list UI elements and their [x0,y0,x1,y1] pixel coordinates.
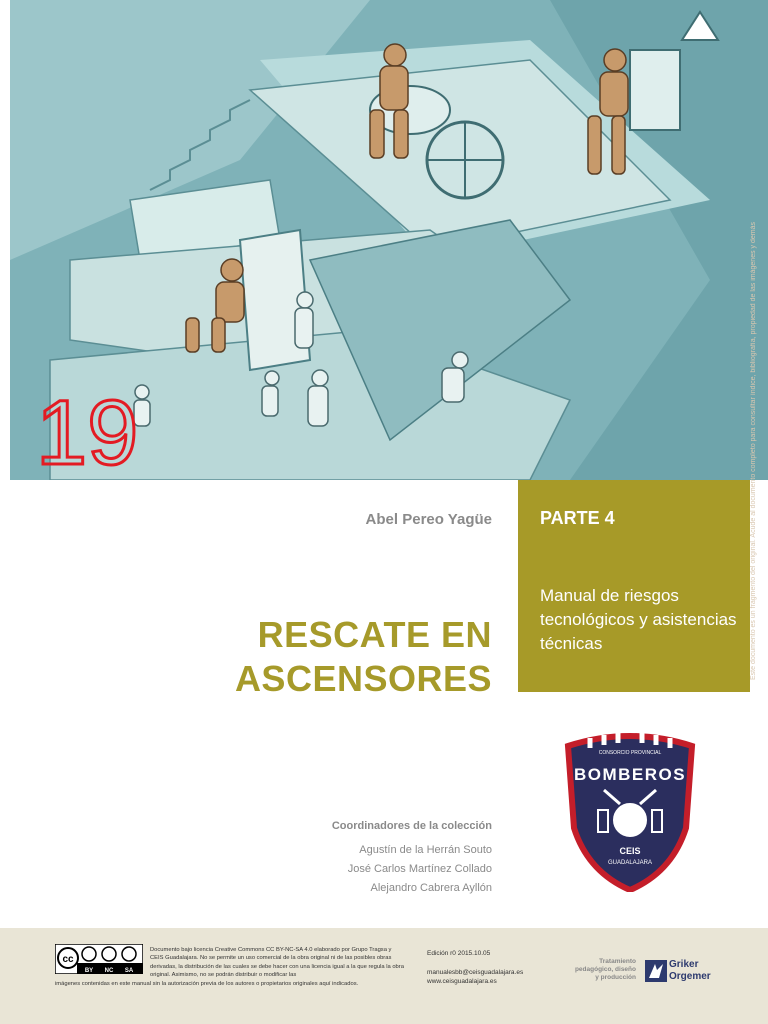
cover-illustration [10,0,768,480]
by-icon [82,947,96,961]
by-label: BY [84,968,94,974]
logo-sub2: GUADALAJARA [607,860,653,866]
publisher-line-2: Orgemer [669,971,711,982]
email-link[interactable]: manualesbb@ceisguadalajara.es [427,969,524,976]
creative-commons-badge[interactable] [55,944,143,974]
logo-name: BOMBEROS [573,765,687,784]
coordinators-block [332,820,492,898]
production-credit: Tratamiento pedagógico, diseño y producción [574,958,636,981]
publisher-line-1: Griker [669,959,699,970]
document-title [172,613,492,701]
title-line-2: ASCENSORES [234,658,492,699]
parte-description: Manual de riesgos tecnológicos y asistencias técnicas [540,586,737,653]
cc-label: cc [62,954,74,965]
author-name: Abel Pereo Yagüe [365,511,492,528]
website-link[interactable]: www.ceisguadalajara.es [427,978,497,985]
edition-info: Edición r0 2015.10.05 [427,950,491,957]
nc-label: NC [104,968,114,974]
nc-icon [102,947,116,961]
parte-label: PARTE 4 [540,508,615,528]
publisher-name [669,959,711,983]
logo-sub1: CEIS [619,846,641,856]
bomberos-logo [560,732,700,892]
license-text: Documento bajo licencia Creative Commons CC BY-NC-SA 4.0 elaborado por Grupo Tragsa y CEIS Guadalajara. No se permite un uso comercial de la obra original ni de las posibles obras derivadas, la distribución de las cuales se debe hacer con una licencia igual a la que regula la obra original. Asimismo, no se podrán distribuir o modificar las [150,947,404,978]
logo-top-text: CONSORCIO PROVINCIAL [598,750,662,756]
sa-icon [122,947,136,961]
coordinator-name: José Carlos Martínez Collado [347,863,492,875]
sa-label: SA [124,968,134,974]
griker-logo-icon [645,960,667,982]
stairwell-rescue-illustration [10,0,768,480]
coordinator-name: Agustín de la Herrán Souto [359,844,492,856]
coordinators-title: Coordinadores de la colección [331,820,492,832]
title-line-1: RESCATE EN [257,614,492,655]
contact-info [427,968,523,986]
parte-box [518,480,750,692]
license-text-continued: imágenes contenidas en este manual sin la autorización previa de los autores o propietarios originales aquí indicados. [55,981,359,987]
handwritten-number: 19 [36,382,139,480]
coordinator-name: Alejandro Cabrera Ayllón [370,882,492,894]
helmet-icon [612,802,648,838]
footer [0,928,768,1024]
side-note: Este documento es un fragmento del original. Acude al documento completo para consultar índice, bibliografía, propiedad de las imágenes y demás [750,222,757,680]
